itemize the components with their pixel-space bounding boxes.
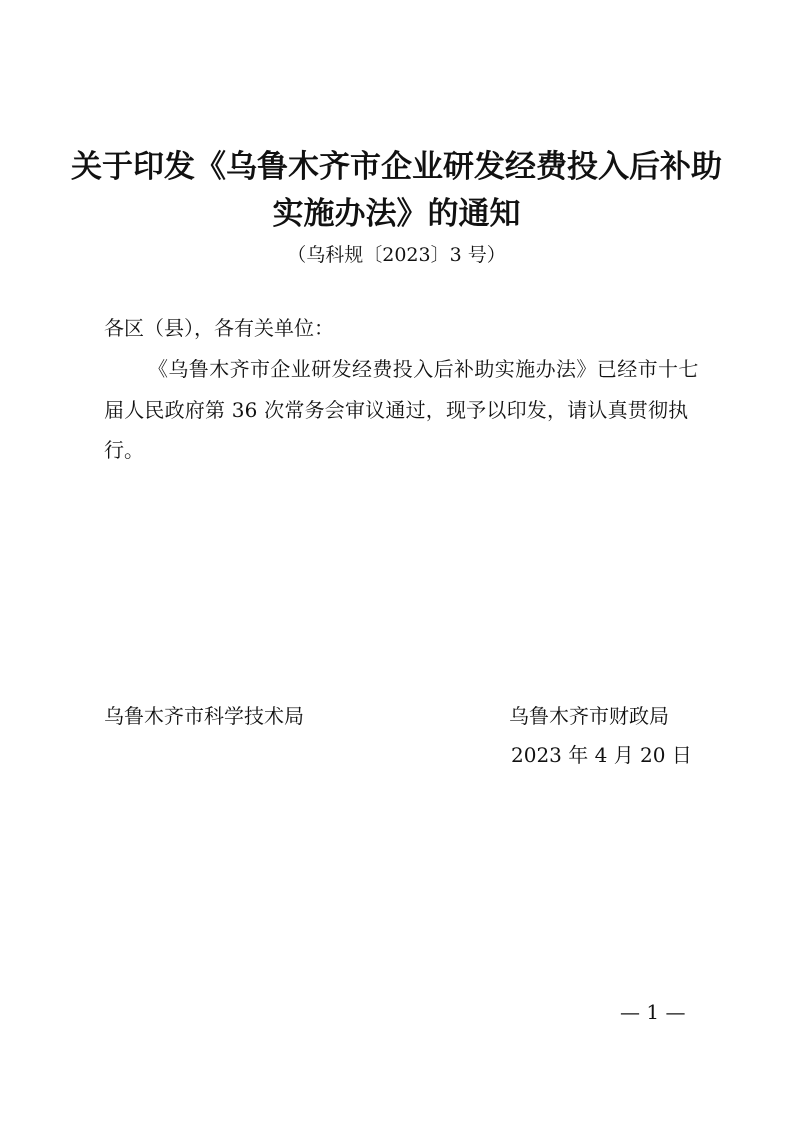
document-title-line-1: 关于印发《乌鲁木齐市企业研发经费投入后补助 <box>71 149 722 185</box>
body-paragraph-line-3: 行。 <box>104 438 144 462</box>
issue-date: 2023 年 4 月 20 日 <box>511 743 692 767</box>
document-title-line-2: 实施办法》的通知 <box>272 196 521 232</box>
page-number: — 1 — <box>620 1000 686 1024</box>
issuer-finance-bureau: 乌鲁木齐市财政局 <box>509 704 669 728</box>
document-number: （乌科规〔2023〕3 号） <box>287 244 506 266</box>
issuer-science-bureau: 乌鲁木齐市科学技术局 <box>104 704 304 728</box>
salutation: 各区（县），各有关单位： <box>104 316 334 340</box>
body-paragraph-line-2: 届人民政府第 36 次常务会审议通过，现予以印发，请认真贯彻执 <box>104 398 689 422</box>
body-paragraph-line-1: 《乌鲁木齐市企业研发经费投入后补助实施办法》已经市十七 <box>148 357 699 381</box>
